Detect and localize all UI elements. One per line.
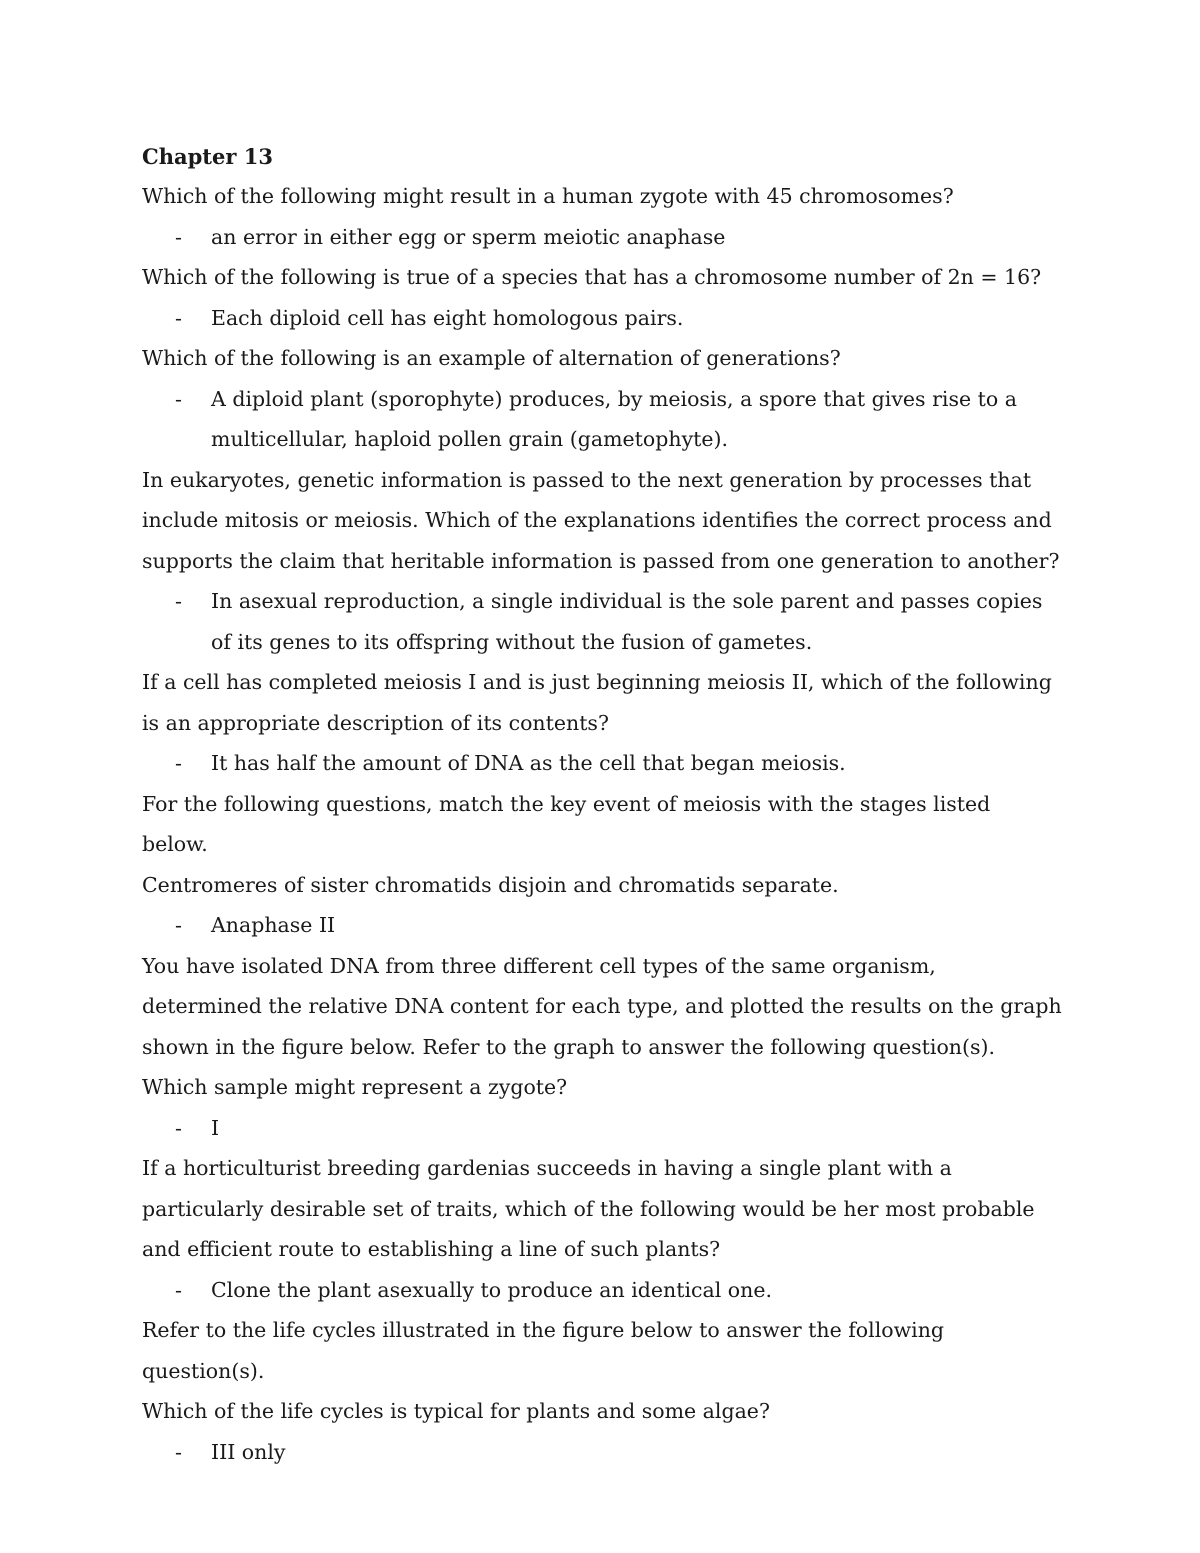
answer-text: an error in either egg or sperm meiotic anaphase bbox=[211, 224, 726, 249]
question-text: You have isolated DNA from three different cell types of the same organism, determined the relative DNA content for each type, and plotted the results on the graph shown in the figure below. Refer to the graph to answer the following question(s). Which sample might represent a zygote? bbox=[142, 953, 1062, 1099]
answer-item bbox=[142, 1432, 1062, 1473]
answer-text: Anaphase II bbox=[211, 913, 336, 937]
answer-dash: - bbox=[175, 751, 182, 775]
answer-text: I bbox=[211, 1115, 220, 1140]
answer-item bbox=[142, 581, 1062, 662]
answer-text: A diploid plant (sporophyte) produces, by meiosis, a spore that gives rise to a multicellular, haploid pollen grain (gametophyte). bbox=[211, 386, 1017, 451]
question-text: In eukaryotes, genetic information is passed to the next generation by processes that include mitosis or meiosis. Which of the explanations identifies the correct process and supports the claim that heritable information is passed from one generation to another? bbox=[142, 467, 1060, 573]
question-text: For the following questions, match the key event of meiosis with the stages listed below. bbox=[142, 791, 991, 856]
answer-item bbox=[142, 217, 1062, 258]
answer-dash: - bbox=[175, 305, 182, 330]
question-text: Refer to the life cycles illustrated in the figure below to answer the following question(s). bbox=[142, 1318, 945, 1383]
answer-text: Each diploid cell has eight homologous pairs. bbox=[211, 305, 684, 330]
answer-dash: - bbox=[175, 1115, 182, 1140]
answer-dash: - bbox=[175, 1439, 182, 1464]
answer-item bbox=[142, 905, 1062, 946]
answer-item bbox=[142, 298, 1062, 339]
answer-item bbox=[142, 1270, 1062, 1311]
document-body bbox=[142, 138, 1062, 1472]
question-text: Which of the following is true of a species that has a chromosome number of 2n = 16? bbox=[142, 265, 1042, 289]
answer-dash: - bbox=[175, 224, 182, 249]
question-text: If a horticulturist breeding gardenias succeeds in having a single plant with a particularly desirable set of traits, which of the following would be her most probable and efficient route to establishing a line of such plants? bbox=[142, 1156, 1035, 1261]
answer-text: Clone the plant asexually to produce an identical one. bbox=[211, 1277, 772, 1302]
answer-item bbox=[142, 1108, 1062, 1149]
question-text: Which of the following might result in a human zygote with 45 chromosomes? bbox=[142, 184, 954, 208]
answer-text: It has half the amount of DNA as the cell that began meiosis. bbox=[211, 751, 846, 775]
question-text: Centromeres of sister chromatids disjoin and chromatids separate. bbox=[142, 872, 839, 897]
answer-dash: - bbox=[175, 913, 182, 937]
answer-item bbox=[142, 743, 1062, 784]
question-text: Which of the life cycles is typical for plants and some algae? bbox=[142, 1399, 770, 1423]
answer-item bbox=[142, 379, 1062, 460]
answer-dash: - bbox=[175, 1277, 182, 1302]
answer-text: In asexual reproduction, a single individual is the sole parent and passes copies of its genes to its offspring without the fusion of gametes. bbox=[211, 589, 1043, 654]
chapter-title: Chapter 13 bbox=[142, 144, 273, 169]
answer-dash: - bbox=[175, 386, 182, 411]
question-text: Which of the following is an example of alternation of generations? bbox=[142, 346, 841, 370]
question-text: If a cell has completed meiosis I and is just beginning meiosis II, which of the following is an appropriate description of its contents? bbox=[142, 670, 1052, 735]
answer-text: III only bbox=[211, 1439, 286, 1464]
answer-dash: - bbox=[175, 589, 182, 613]
